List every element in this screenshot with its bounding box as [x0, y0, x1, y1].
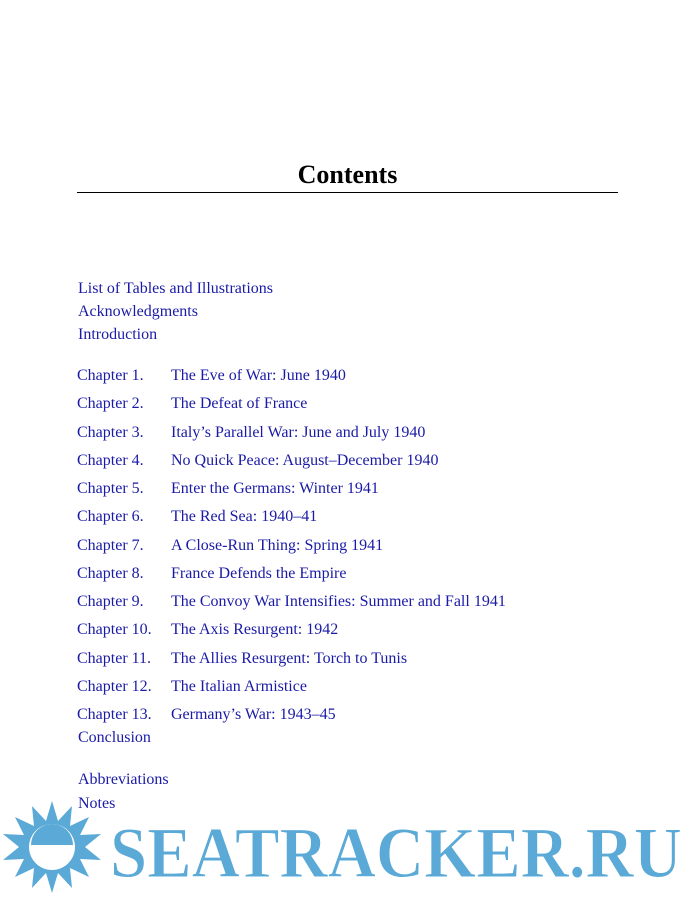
- toc-link-tables-illustrations[interactable]: List of Tables and Illustrations: [78, 280, 273, 297]
- front-matter-list: [78, 277, 273, 346]
- chapter-title: The Italian Armistice: [171, 677, 307, 695]
- title-rule: [77, 192, 618, 193]
- chapter-title: Italy’s Parallel War: June and July 1940: [171, 423, 426, 441]
- chapter-title: The Defeat of France: [171, 395, 308, 413]
- toc-link-acknowledgments[interactable]: Acknowledgments: [78, 303, 198, 320]
- chapter-title: A Close-Run Thing: Spring 1941: [171, 536, 384, 554]
- chapter-title: The Axis Resurgent: 1942: [171, 621, 339, 639]
- watermark-text: SEATRACKER.RU: [110, 813, 682, 893]
- chapter-number: Chapter 10.: [77, 621, 152, 639]
- toc-link-conclusion[interactable]: Conclusion: [78, 729, 151, 746]
- chapter-number: Chapter 5.: [77, 480, 144, 497]
- chapter-number: Chapter 2.: [77, 395, 144, 413]
- chapter-title: The Red Sea: 1940–41: [171, 508, 318, 526]
- chapter-number: Chapter 1.: [77, 367, 144, 384]
- chapter-title: The Allies Resurgent: Torch to Tunis: [171, 649, 408, 667]
- chapter-title: Germany’s War: 1943–45: [171, 706, 336, 723]
- chapter-number: Chapter 8.: [77, 564, 144, 582]
- chapter-number: Chapter 13.: [77, 706, 152, 723]
- chapter-title: No Quick Peace: August–December 1940: [171, 451, 439, 469]
- toc-link-introduction[interactable]: Introduction: [78, 326, 158, 343]
- chapter-number: Chapter 7.: [77, 536, 144, 554]
- conclusion-wrap: [78, 726, 151, 749]
- watermark-logo: [0, 795, 695, 899]
- toc-link-notes[interactable]: Notes: [78, 795, 116, 812]
- chapter-number: Chapter 12.: [77, 677, 152, 695]
- chapter-title: Enter the Germans: Winter 1941: [171, 480, 379, 497]
- chapter-number: Chapter 9.: [77, 593, 144, 610]
- chapter-title: The Eve of War: June 1940: [171, 367, 346, 384]
- sun-icon: [3, 801, 101, 893]
- page-title: Contents: [297, 160, 398, 189]
- chapter-number: Chapter 4.: [77, 451, 144, 469]
- chapter-number: Chapter 3.: [77, 423, 144, 441]
- chapter-title: The Convoy War Intensifies: Summer and Fall 1941: [171, 593, 506, 610]
- chapter-title: France Defends the Empire: [171, 564, 347, 582]
- chapter-number: Chapter 11.: [77, 649, 152, 667]
- chapter-number: Chapter 6.: [77, 508, 144, 526]
- toc-link-abbreviations[interactable]: Abbreviations: [78, 771, 169, 788]
